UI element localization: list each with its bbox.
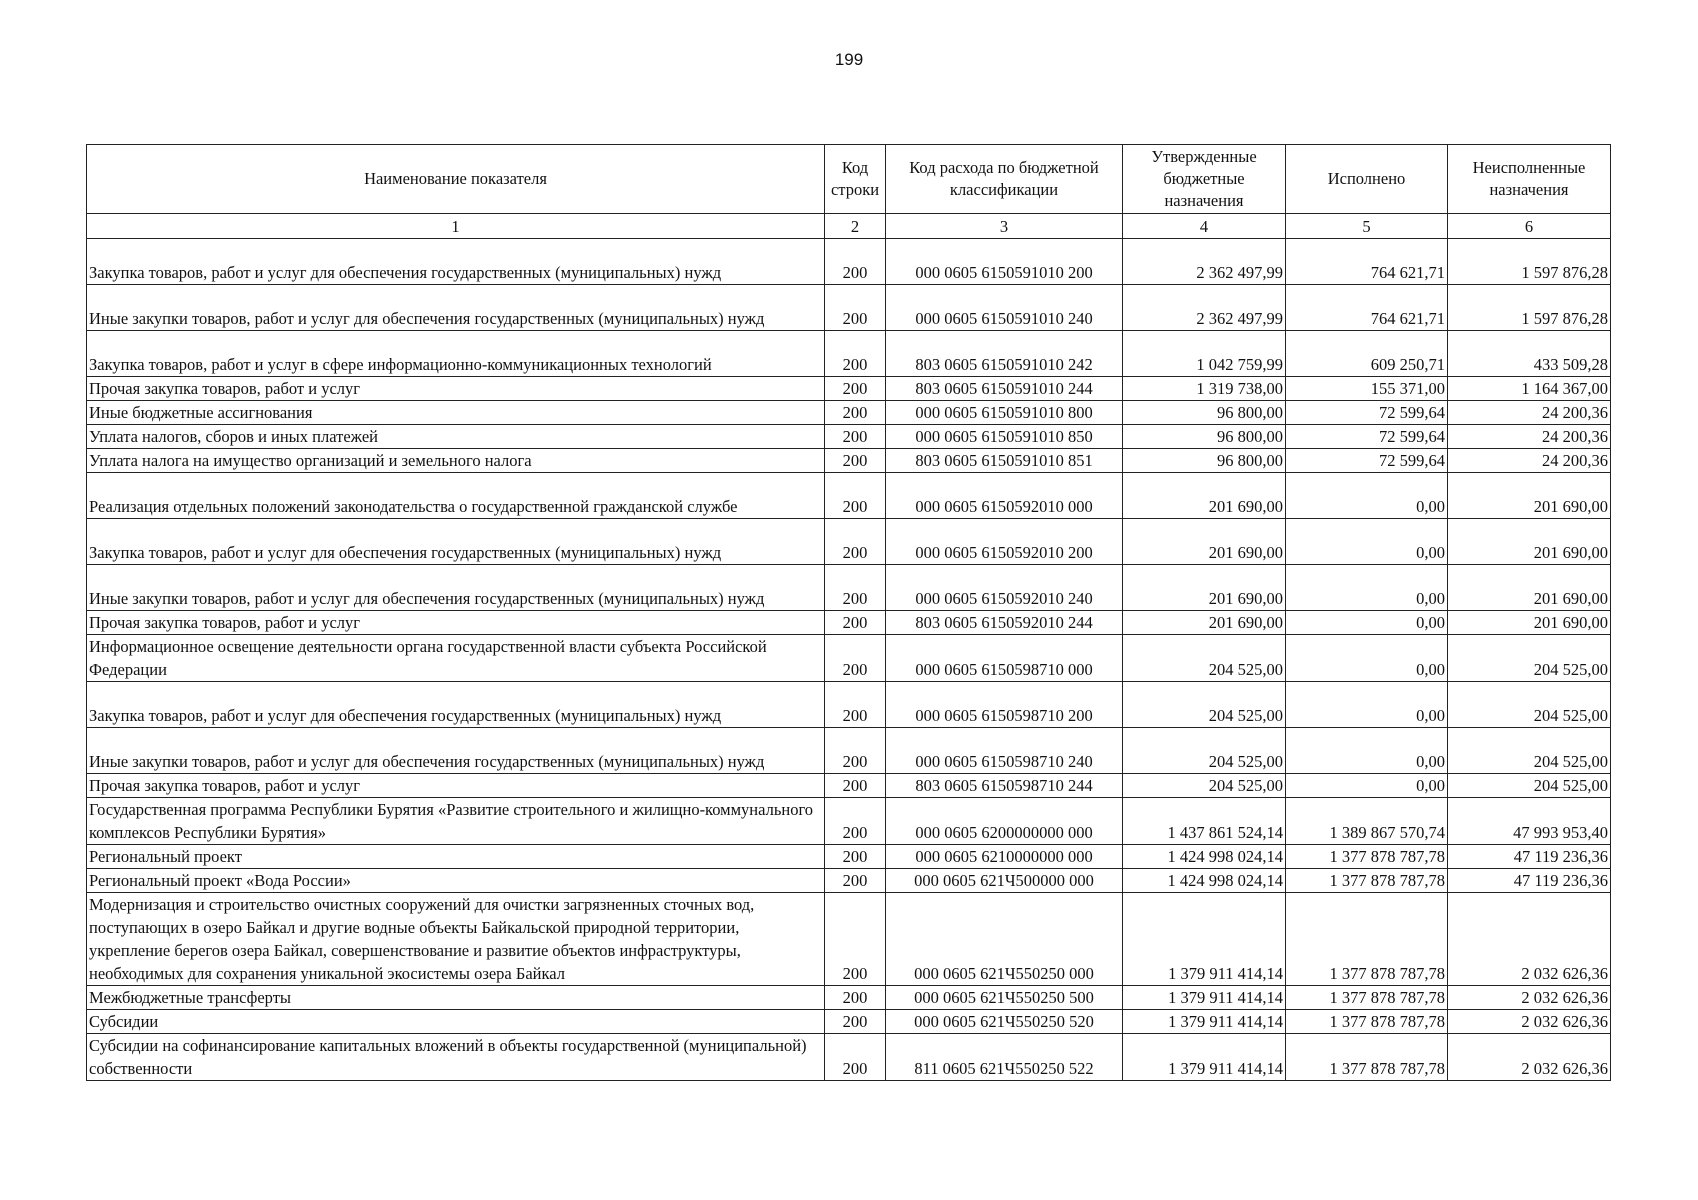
row-executed-cell: 72 599,64 <box>1286 449 1448 473</box>
row-executed-cell: 1 389 867 570,74 <box>1286 798 1448 845</box>
table-header-row <box>87 145 1611 214</box>
row-expense-code-cell: 000 0605 6150592010 000 <box>886 473 1123 519</box>
row-approved-cell: 1 379 911 414,14 <box>1123 1034 1286 1081</box>
row-executed-cell: 72 599,64 <box>1286 401 1448 425</box>
row-unexecuted-cell: 2 032 626,36 <box>1448 1010 1611 1034</box>
row-line-code-cell: 200 <box>825 377 886 401</box>
table-row <box>87 798 1611 845</box>
row-executed-cell: 1 377 878 787,78 <box>1286 845 1448 869</box>
table-row <box>87 377 1611 401</box>
row-expense-code-cell: 000 0605 6150591010 200 <box>886 239 1123 285</box>
row-line-code-cell: 200 <box>825 565 886 611</box>
row-name-cell: Прочая закупка товаров, работ и услуг <box>87 377 825 401</box>
row-unexecuted-cell: 2 032 626,36 <box>1448 1034 1611 1081</box>
row-expense-code-cell: 000 0605 621Ч550250 520 <box>886 1010 1123 1034</box>
row-expense-code-cell: 803 0605 6150591010 244 <box>886 377 1123 401</box>
row-expense-code-cell: 000 0605 6210000000 000 <box>886 845 1123 869</box>
row-unexecuted-cell: 201 690,00 <box>1448 473 1611 519</box>
table-row <box>87 473 1611 519</box>
row-approved-cell: 1 379 911 414,14 <box>1123 986 1286 1010</box>
column-number: 6 <box>1448 214 1611 239</box>
column-number: 1 <box>87 214 825 239</box>
row-executed-cell: 764 621,71 <box>1286 239 1448 285</box>
row-name-cell: Прочая закупка товаров, работ и услуг <box>87 611 825 635</box>
row-expense-code-cell: 803 0605 6150598710 244 <box>886 774 1123 798</box>
header-unexecuted: Неисполненные назначения <box>1448 145 1611 214</box>
row-expense-code-cell: 000 0605 621Ч550250 000 <box>886 893 1123 986</box>
table-row <box>87 285 1611 331</box>
row-name-cell: Уплата налогов, сборов и иных платежей <box>87 425 825 449</box>
table-row <box>87 449 1611 473</box>
row-line-code-cell: 200 <box>825 331 886 377</box>
column-number-row <box>87 214 1611 239</box>
row-executed-cell: 0,00 <box>1286 774 1448 798</box>
row-name-cell: Субсидии на софинансирование капитальных вложений в объекты государственной (муниципальной) собственности <box>87 1034 825 1081</box>
row-line-code-cell: 200 <box>825 1010 886 1034</box>
row-unexecuted-cell: 24 200,36 <box>1448 425 1611 449</box>
row-unexecuted-cell: 204 525,00 <box>1448 635 1611 682</box>
row-executed-cell: 764 621,71 <box>1286 285 1448 331</box>
row-approved-cell: 2 362 497,99 <box>1123 285 1286 331</box>
header-approved: Утвержденные бюджетные назначения <box>1123 145 1286 214</box>
row-expense-code-cell: 811 0605 621Ч550250 522 <box>886 1034 1123 1081</box>
row-unexecuted-cell: 201 690,00 <box>1448 565 1611 611</box>
row-expense-code-cell: 000 0605 6150598710 240 <box>886 728 1123 774</box>
row-approved-cell: 204 525,00 <box>1123 728 1286 774</box>
row-name-cell: Закупка товаров, работ и услуг для обеспечения государственных (муниципальных) нужд <box>87 519 825 565</box>
row-approved-cell: 1 424 998 024,14 <box>1123 869 1286 893</box>
table-row <box>87 728 1611 774</box>
row-name-cell: Прочая закупка товаров, работ и услуг <box>87 774 825 798</box>
row-approved-cell: 201 690,00 <box>1123 565 1286 611</box>
table-body <box>87 239 1611 1081</box>
row-line-code-cell: 200 <box>825 986 886 1010</box>
row-expense-code-cell: 803 0605 6150591010 242 <box>886 331 1123 377</box>
row-name-cell: Иные бюджетные ассигнования <box>87 401 825 425</box>
row-unexecuted-cell: 204 525,00 <box>1448 774 1611 798</box>
row-unexecuted-cell: 24 200,36 <box>1448 449 1611 473</box>
row-line-code-cell: 200 <box>825 774 886 798</box>
row-approved-cell: 1 424 998 024,14 <box>1123 845 1286 869</box>
row-executed-cell: 0,00 <box>1286 611 1448 635</box>
row-name-cell: Закупка товаров, работ и услуг для обеспечения государственных (муниципальных) нужд <box>87 239 825 285</box>
header-indicator-name: Наименование показателя <box>87 145 825 214</box>
row-unexecuted-cell: 1 597 876,28 <box>1448 239 1611 285</box>
table-row <box>87 682 1611 728</box>
row-unexecuted-cell: 47 119 236,36 <box>1448 869 1611 893</box>
row-name-cell: Закупка товаров, работ и услуг для обеспечения государственных (муниципальных) нужд <box>87 682 825 728</box>
row-unexecuted-cell: 433 509,28 <box>1448 331 1611 377</box>
header-executed: Исполнено <box>1286 145 1448 214</box>
row-line-code-cell: 200 <box>825 635 886 682</box>
row-approved-cell: 201 690,00 <box>1123 611 1286 635</box>
table-row <box>87 425 1611 449</box>
row-approved-cell: 204 525,00 <box>1123 635 1286 682</box>
row-expense-code-cell: 000 0605 6150598710 200 <box>886 682 1123 728</box>
header-line-code: Код строки <box>825 145 886 214</box>
table-row <box>87 869 1611 893</box>
row-approved-cell: 2 362 497,99 <box>1123 239 1286 285</box>
row-approved-cell: 204 525,00 <box>1123 682 1286 728</box>
row-expense-code-cell: 000 0605 621Ч550250 500 <box>886 986 1123 1010</box>
row-executed-cell: 0,00 <box>1286 682 1448 728</box>
page-number: 199 <box>834 50 864 69</box>
row-executed-cell: 1 377 878 787,78 <box>1286 893 1448 986</box>
row-approved-cell: 1 379 911 414,14 <box>1123 893 1286 986</box>
row-executed-cell: 1 377 878 787,78 <box>1286 1034 1448 1081</box>
row-name-cell: Уплата налога на имущество организаций и земельного налога <box>87 449 825 473</box>
row-approved-cell: 96 800,00 <box>1123 401 1286 425</box>
table-row <box>87 331 1611 377</box>
row-approved-cell: 96 800,00 <box>1123 425 1286 449</box>
row-expense-code-cell: 000 0605 6150592010 240 <box>886 565 1123 611</box>
row-name-cell: Иные закупки товаров, работ и услуг для обеспечения государственных (муниципальных) нужд <box>87 565 825 611</box>
row-unexecuted-cell: 201 690,00 <box>1448 519 1611 565</box>
row-unexecuted-cell: 24 200,36 <box>1448 401 1611 425</box>
row-approved-cell: 96 800,00 <box>1123 449 1286 473</box>
row-executed-cell: 155 371,00 <box>1286 377 1448 401</box>
row-line-code-cell: 200 <box>825 845 886 869</box>
table-row <box>87 986 1611 1010</box>
row-expense-code-cell: 000 0605 6150591010 850 <box>886 425 1123 449</box>
row-name-cell: Реализация отдельных положений законодательства о государственной гражданской службе <box>87 473 825 519</box>
row-expense-code-cell: 803 0605 6150591010 851 <box>886 449 1123 473</box>
row-expense-code-cell: 000 0605 621Ч500000 000 <box>886 869 1123 893</box>
row-expense-code-cell: 803 0605 6150592010 244 <box>886 611 1123 635</box>
row-executed-cell: 0,00 <box>1286 519 1448 565</box>
row-name-cell: Региональный проект <box>87 845 825 869</box>
column-number: 2 <box>825 214 886 239</box>
row-approved-cell: 201 690,00 <box>1123 519 1286 565</box>
row-executed-cell: 1 377 878 787,78 <box>1286 986 1448 1010</box>
row-approved-cell: 1 379 911 414,14 <box>1123 1010 1286 1034</box>
row-name-cell: Иные закупки товаров, работ и услуг для обеспечения государственных (муниципальных) нужд <box>87 728 825 774</box>
row-line-code-cell: 200 <box>825 869 886 893</box>
row-executed-cell: 0,00 <box>1286 565 1448 611</box>
row-unexecuted-cell: 47 993 953,40 <box>1448 798 1611 845</box>
table-row <box>87 611 1611 635</box>
row-line-code-cell: 200 <box>825 798 886 845</box>
budget-execution-table <box>86 144 1611 1081</box>
row-name-cell: Информационное освещение деятельности органа государственной власти субъекта Российской Федерации <box>87 635 825 682</box>
row-line-code-cell: 200 <box>825 239 886 285</box>
header-expense-code: Код расхода по бюджетной классификации <box>886 145 1123 214</box>
column-number: 5 <box>1286 214 1448 239</box>
row-executed-cell: 0,00 <box>1286 728 1448 774</box>
row-approved-cell: 204 525,00 <box>1123 774 1286 798</box>
row-name-cell: Государственная программа Республики Бурятия «Развитие строительного и жилищно-коммунального комплексов Республики Бурятия» <box>87 798 825 845</box>
row-unexecuted-cell: 1 164 367,00 <box>1448 377 1611 401</box>
row-line-code-cell: 200 <box>825 1034 886 1081</box>
row-line-code-cell: 200 <box>825 425 886 449</box>
row-unexecuted-cell: 47 119 236,36 <box>1448 845 1611 869</box>
row-executed-cell: 0,00 <box>1286 473 1448 519</box>
row-name-cell: Иные закупки товаров, работ и услуг для обеспечения государственных (муниципальных) нужд <box>87 285 825 331</box>
row-unexecuted-cell: 2 032 626,36 <box>1448 893 1611 986</box>
row-line-code-cell: 200 <box>825 519 886 565</box>
row-executed-cell: 72 599,64 <box>1286 425 1448 449</box>
row-expense-code-cell: 000 0605 6150592010 200 <box>886 519 1123 565</box>
row-name-cell: Модернизация и строительство очистных сооружений для очистки загрязненных сточных вод, поступающих в озеро Байкал и другие водные объекты Байкальской природной территории, укрепление берегов озера Байкал, совершенствование и развитие объектов инфраструктуры, необходимых для сохранения уникальной экосистемы озера Байкал <box>87 893 825 986</box>
row-line-code-cell: 200 <box>825 449 886 473</box>
row-unexecuted-cell: 1 597 876,28 <box>1448 285 1611 331</box>
column-number: 4 <box>1123 214 1286 239</box>
row-approved-cell: 1 437 861 524,14 <box>1123 798 1286 845</box>
row-line-code-cell: 200 <box>825 401 886 425</box>
row-expense-code-cell: 000 0605 6150598710 000 <box>886 635 1123 682</box>
row-unexecuted-cell: 2 032 626,36 <box>1448 986 1611 1010</box>
row-line-code-cell: 200 <box>825 893 886 986</box>
table-row <box>87 774 1611 798</box>
table-row <box>87 1010 1611 1034</box>
table-row <box>87 845 1611 869</box>
table-row <box>87 893 1611 986</box>
table-row <box>87 1034 1611 1081</box>
row-line-code-cell: 200 <box>825 285 886 331</box>
row-unexecuted-cell: 201 690,00 <box>1448 611 1611 635</box>
row-expense-code-cell: 000 0605 6150591010 800 <box>886 401 1123 425</box>
row-name-cell: Региональный проект «Вода России» <box>87 869 825 893</box>
row-line-code-cell: 200 <box>825 611 886 635</box>
row-unexecuted-cell: 204 525,00 <box>1448 728 1611 774</box>
table-row <box>87 519 1611 565</box>
row-line-code-cell: 200 <box>825 682 886 728</box>
row-line-code-cell: 200 <box>825 473 886 519</box>
row-approved-cell: 1 042 759,99 <box>1123 331 1286 377</box>
row-expense-code-cell: 000 0605 6200000000 000 <box>886 798 1123 845</box>
row-line-code-cell: 200 <box>825 728 886 774</box>
column-number: 3 <box>886 214 1123 239</box>
table-row <box>87 565 1611 611</box>
row-unexecuted-cell: 204 525,00 <box>1448 682 1611 728</box>
row-executed-cell: 0,00 <box>1286 635 1448 682</box>
table-row <box>87 401 1611 425</box>
row-executed-cell: 609 250,71 <box>1286 331 1448 377</box>
table-row <box>87 239 1611 285</box>
row-name-cell: Межбюджетные трансферты <box>87 986 825 1010</box>
table-row <box>87 635 1611 682</box>
row-name-cell: Субсидии <box>87 1010 825 1034</box>
row-executed-cell: 1 377 878 787,78 <box>1286 1010 1448 1034</box>
row-approved-cell: 201 690,00 <box>1123 473 1286 519</box>
row-expense-code-cell: 000 0605 6150591010 240 <box>886 285 1123 331</box>
row-executed-cell: 1 377 878 787,78 <box>1286 869 1448 893</box>
row-name-cell: Закупка товаров, работ и услуг в сфере информационно-коммуникационных технологий <box>87 331 825 377</box>
row-approved-cell: 1 319 738,00 <box>1123 377 1286 401</box>
